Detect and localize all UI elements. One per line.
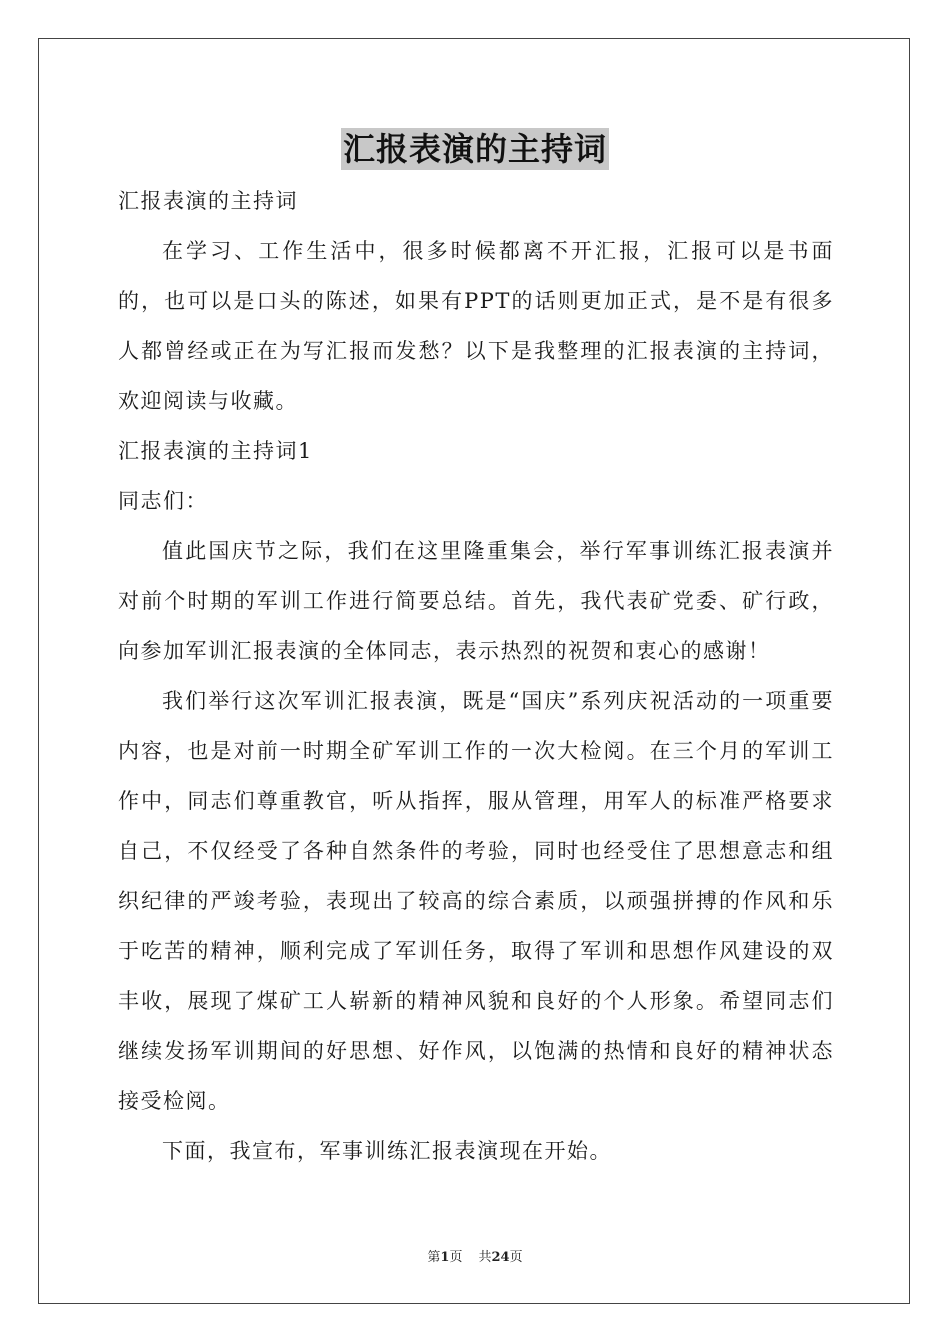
- page-number-suffix: 页: [449, 1250, 463, 1265]
- paragraph: 值此国庆节之际，我们在这里隆重集会，举行军事训练汇报表演并对前个时期的军训工作进行简要总结。首先，我代表矿党委、矿行政，向参加军训汇报表演的全体同志，表示热烈的祝贺和衷心的感谢！: [118, 539, 834, 663]
- page-number: 1: [440, 1250, 450, 1265]
- page-number-prefix: 第: [427, 1250, 441, 1265]
- document-body: [118, 176, 834, 1176]
- title-container: [0, 128, 950, 170]
- document-title: 汇报表演的主持词: [342, 130, 607, 168]
- paragraph: 同志们：: [118, 489, 208, 513]
- paragraph: 汇报表演的主持词1: [118, 439, 313, 463]
- total-pages: 24: [491, 1250, 510, 1265]
- paragraph: 下面，我宣布，军事训练汇报表演现在开始。: [162, 1139, 612, 1163]
- paragraph: 在学习、工作生活中，很多时候都离不开汇报，汇报可以是书面的，也可以是口头的陈述，如果有PPT的话则更加正式，是不是有很多人都曾经或正在为写汇报而发愁？以下是我整理的汇报表演的主持词，欢迎阅读与收藏。: [118, 239, 834, 413]
- paragraph: 汇报表演的主持词: [118, 189, 298, 213]
- total-pages-suffix: 页: [509, 1250, 523, 1265]
- total-pages-prefix: 共: [478, 1250, 492, 1265]
- page-footer: [0, 1246, 950, 1265]
- paragraph: 我们举行这次军训汇报表演，既是“国庆”系列庆祝活动的一项重要内容，也是对前一时期全矿军训工作的一次大检阅。在三个月的军训工作中，同志们尊重教官，听从指挥，服从管理，用军人的标准严格要求自己，不仅经受了各种自然条件的考验，同时也经受住了思想意志和组织纪律的严竣考验，表现出了较高的综合素质，以顽强拼搏的作风和乐于吃苦的精神，顺利完成了军训任务，取得了军训和思想作风建设的双丰收，展现了煤矿工人崭新的精神风貌和良好的个人形象。希望同志们继续发扬军训期间的好思想、好作风，以饱满的热情和良好的精神状态接受检阅。: [118, 689, 834, 1113]
